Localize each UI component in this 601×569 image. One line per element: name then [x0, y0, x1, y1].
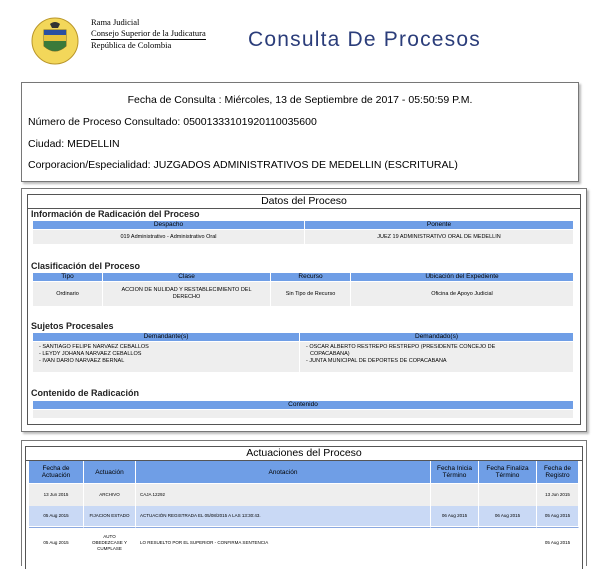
table-cell: 06 Aug 2015 [431, 506, 479, 526]
contenido-value [33, 410, 574, 418]
despacho-value: 019 Administrativo - Administrativo Oral [33, 230, 305, 244]
demandantes-list [33, 342, 300, 372]
datos-title: Datos del Proceso [28, 195, 580, 209]
ubicacion-value: Oficina de Apoyo Judicial [351, 282, 574, 306]
table-cell: ACTUACIÓN REGISTRADA EL 05/08/2015 A LAS 13:30:43. [136, 506, 431, 526]
list-item: COPACABANA) [310, 351, 350, 357]
table-cell [431, 527, 479, 557]
list-item: - OSCAR ALBERTO RESTREPO RESTREPO (PRESIDENTE CONCEJO DE [306, 344, 496, 350]
contenido-heading: Contenido de Radicación [31, 388, 140, 398]
table-cell [431, 484, 479, 506]
sujetos-heading: Sujetos Procesales [31, 321, 114, 331]
table-cell: 13 Jun 2015 [537, 484, 579, 506]
corporacion: Corporacion/Especialidad: JUZGADOS ADMINISTRATIVOS DE MEDELLIN (ESCRITURAL) [28, 159, 458, 171]
col-anotacion: Anotación [136, 461, 431, 483]
actuaciones-title: Actuaciones del Proceso [26, 447, 582, 461]
table-cell: AUTO OBEDEZCASE Y CUMPLASE [84, 527, 136, 557]
clasificacion-heading: Clasificación del Proceso [31, 261, 141, 271]
list-item: - IVAN DARIO NARVAEZ BERNAL [39, 358, 125, 364]
radicacion-heading: Información de Radicación del Proceso [31, 209, 200, 219]
table-cell: LO RESUELTO POR EL SUPERIOR - CONFIRMA SENTENCIA [136, 527, 431, 557]
org-line-1: Rama Judicial [91, 17, 140, 27]
demandados-list [300, 342, 574, 372]
page-title: Consulta De Procesos [248, 28, 481, 51]
table-cell: ARCHIVO [84, 484, 136, 506]
demandado-header: Demandado(s) [300, 333, 574, 341]
tipo-header: Tipo [33, 273, 103, 281]
ciudad: Ciudad: MEDELLIN [28, 138, 120, 150]
contenido-header: Contenido [33, 401, 574, 409]
clase-value: ACCION DE NULIDAD Y RESTABLECIMIENTO DEL DERECHO [103, 282, 271, 306]
actuaciones-panel [21, 440, 587, 566]
despacho-header: Despacho [33, 221, 305, 229]
list-item: - LEYDY JOHANA NARVAEZ CEBALLOS [39, 351, 142, 357]
demandante-header: Demandante(s) [33, 333, 300, 341]
table-cell: FIJACION ESTADO [84, 506, 136, 526]
org-line-3: República de Colombia [91, 40, 172, 50]
list-item: - SANTIAGO FELIPE NARVAEZ CEBALLOS [39, 344, 149, 350]
table-cell: 13 Jun 2015 [29, 484, 84, 506]
ubicacion-header: Ubicación del Expediente [351, 273, 574, 281]
list-item: - JUNTA MUNICIPAL DE DEPORTES DE COPACABANA [306, 358, 447, 364]
clase-header: Clase [103, 273, 271, 281]
col-fecha-finaliza: Fecha Finaliza Término [479, 461, 537, 483]
recurso-value: Sin Tipo de Recurso [271, 282, 351, 306]
col-fecha-actuacion: Fecha de Actuación [29, 461, 84, 483]
col-actuacion: Actuación [84, 461, 136, 483]
col-fecha-registro: Fecha de Registro [537, 461, 579, 483]
table-cell: 05 Aug 2015 [29, 506, 84, 526]
table-cell: 05 Aug 2015 [537, 506, 579, 526]
org-line-2: Consejo Superior de la Judicatura [91, 28, 206, 38]
colombia-seal-icon [30, 16, 80, 66]
table-cell: 05 Aug 2015 [29, 527, 84, 557]
table-cell: 06 Aug 2015 [479, 506, 537, 526]
consulta-summary [21, 82, 579, 182]
table-cell: 05 Aug 2015 [537, 527, 579, 557]
table-cell [479, 484, 537, 506]
recurso-header: Recurso [271, 273, 351, 281]
col-fecha-inicia: Fecha Inicia Término [431, 461, 479, 483]
tipo-value: Ordinario [33, 282, 103, 306]
table-cell: CAJA 12292 [136, 484, 431, 506]
fecha-consulta: Fecha de Consulta : Miércoles, 13 de Septiembre de 2017 - 05:50:59 P.M. [127, 94, 473, 106]
datos-proceso-panel [21, 188, 587, 432]
table-cell [479, 527, 537, 557]
ponente-value: JUEZ 19 ADMINISTRATIVO ORAL DE MEDELLIN [305, 230, 574, 244]
ponente-header: Ponente [305, 221, 574, 229]
organization-block [91, 17, 206, 51]
numero-proceso: Número de Proceso Consultado: 05001333101920110035600 [28, 116, 317, 128]
